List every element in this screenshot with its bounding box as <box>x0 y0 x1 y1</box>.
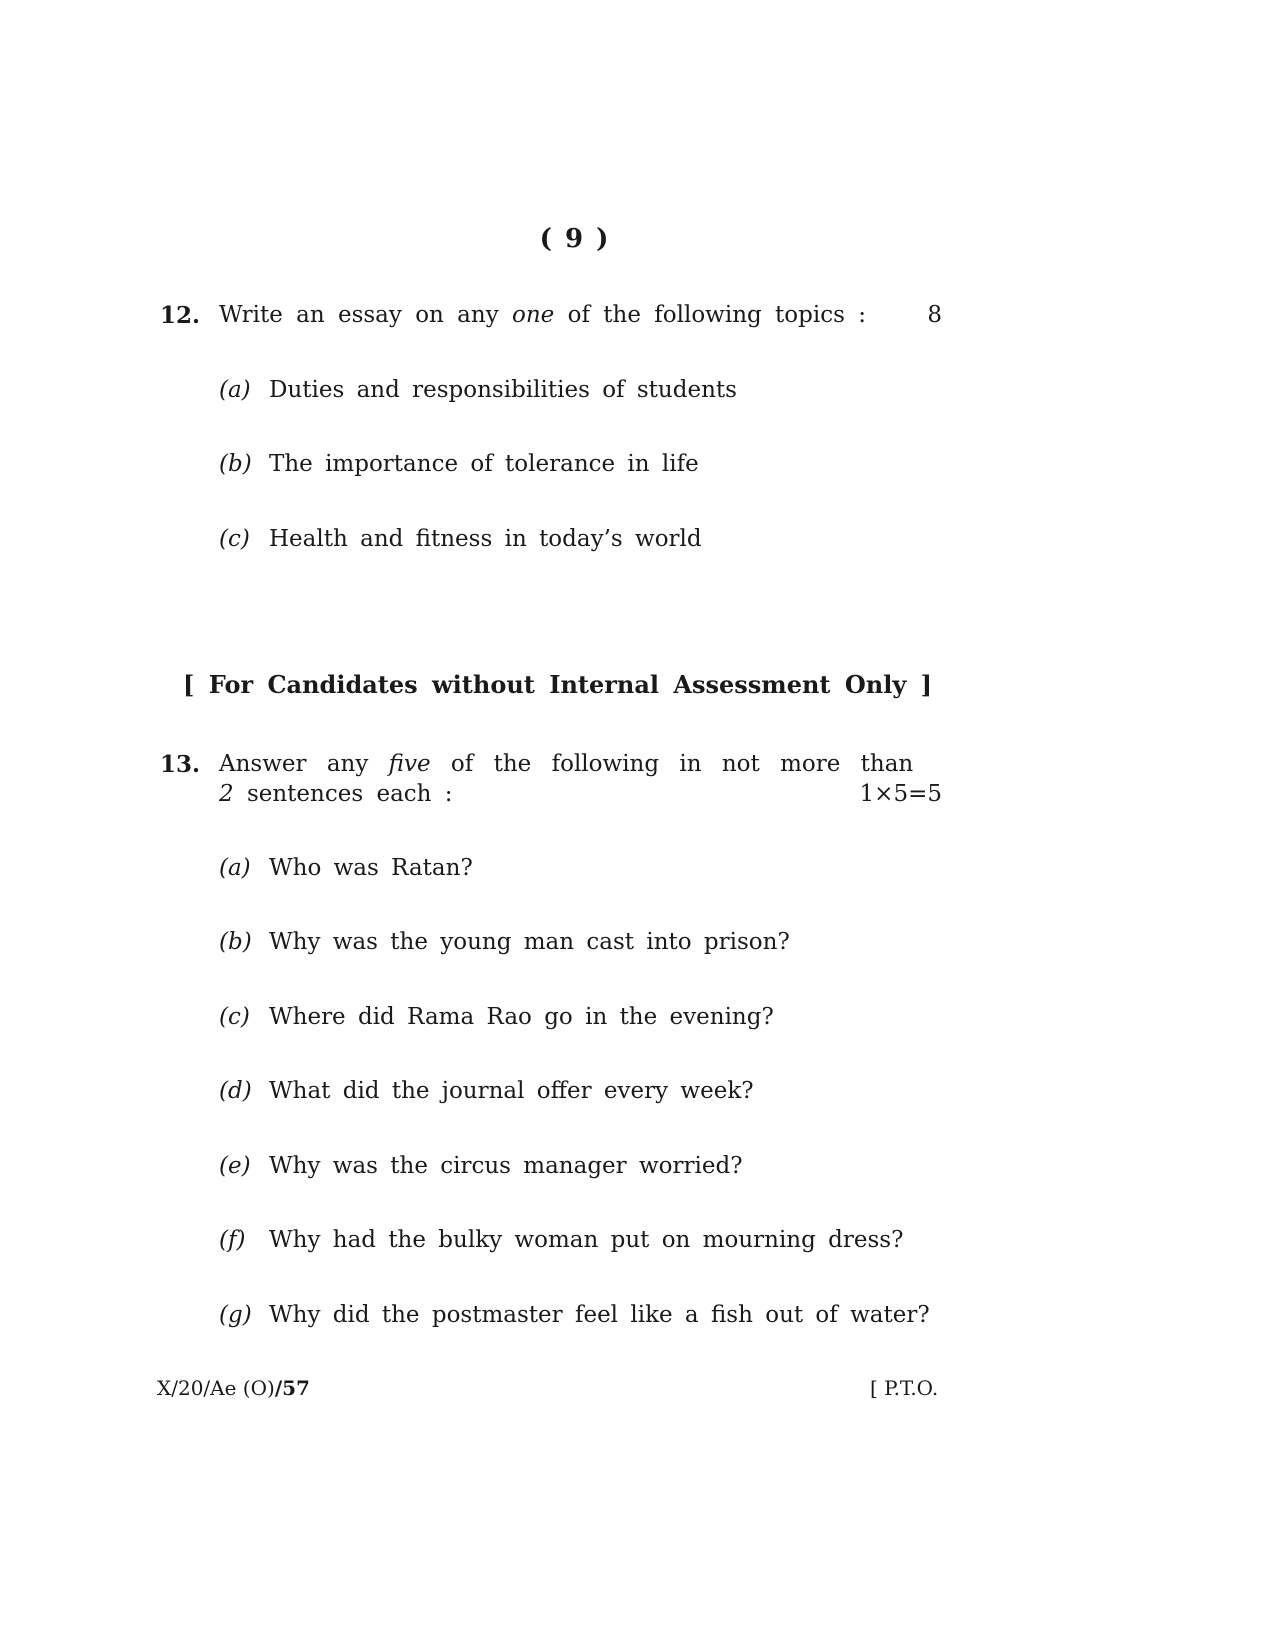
q12-item-text-c: Health and fitness in today’s world <box>269 526 702 552</box>
question-12-text-emph: one <box>512 302 555 328</box>
question-12-text <box>219 302 866 328</box>
q13-item-text-e: Why was the circus manager worried? <box>269 1153 743 1179</box>
question-13-line1 <box>219 751 913 777</box>
page-number: ( 9 ) <box>539 224 611 254</box>
paper-code <box>157 1376 310 1400</box>
paper-code-suffix: /57 <box>274 1376 310 1400</box>
paper-code-prefix: X/20/Ae (O) <box>157 1376 275 1400</box>
q13-item-label-c: (c) <box>219 1004 250 1030</box>
question-13-line2-after: sentences each : <box>233 781 453 807</box>
q13-item-label-g: (g) <box>219 1302 252 1328</box>
q13-item-text-c: Where did Rama Rao go in the evening? <box>269 1004 774 1030</box>
q12-item-label-c: (c) <box>219 526 250 552</box>
question-12-number: 12. <box>160 302 201 329</box>
q13-item-label-b: (b) <box>219 929 252 955</box>
question-13-line2 <box>219 781 453 807</box>
q12-item-text-b: The importance of tolerance in life <box>269 451 699 477</box>
q12-item-text-a: Duties and responsibilities of students <box>269 377 737 403</box>
q13-item-text-b: Why was the young man cast into prison? <box>269 929 790 955</box>
q13-item-label-d: (d) <box>219 1078 252 1104</box>
q13-item-text-a: Who was Ratan? <box>269 855 473 881</box>
question-13-line2-emph: 2 <box>219 781 234 807</box>
question-13-line1-before: Answer any <box>219 751 389 777</box>
q13-item-label-f: (f) <box>219 1227 246 1253</box>
question-13-line1-after: of the following in not more than <box>430 751 914 777</box>
question-12-text-before: Write an essay on any <box>219 302 512 328</box>
question-13-number: 13. <box>160 751 201 778</box>
q13-item-text-g: Why did the postmaster feel like a fish out of water? <box>269 1302 930 1328</box>
section-heading: [ For Candidates without Internal Assessment Only ] <box>183 670 932 699</box>
q13-item-label-e: (e) <box>219 1153 251 1179</box>
question-12-marks: 8 <box>927 302 942 328</box>
q12-item-label-a: (a) <box>219 377 251 403</box>
q13-item-label-a: (a) <box>219 855 251 881</box>
q13-item-text-d: What did the journal offer every week? <box>269 1078 754 1104</box>
q12-item-label-b: (b) <box>219 451 252 477</box>
question-12-text-after: of the following topics : <box>554 302 866 328</box>
question-13-marks: 1×5=5 <box>859 781 942 807</box>
question-13-line1-emph: five <box>388 751 431 777</box>
q13-item-text-f: Why had the bulky woman put on mourning dress? <box>269 1227 904 1253</box>
pto-marker: [ P.T.O. <box>870 1376 939 1400</box>
